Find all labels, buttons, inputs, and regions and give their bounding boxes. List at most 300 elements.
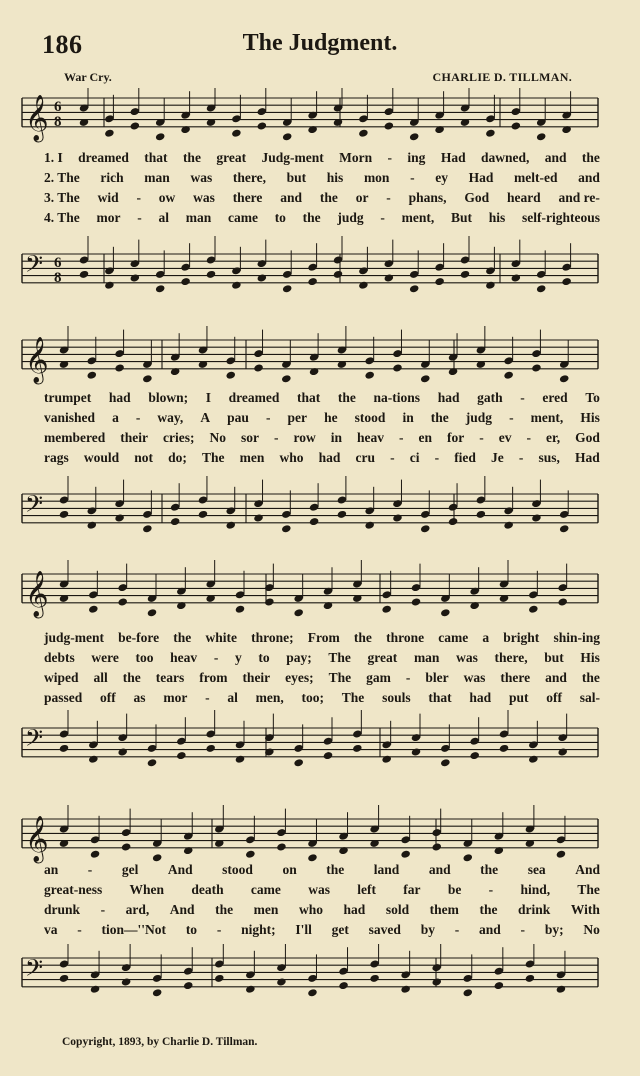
bass-staff-3 <box>0 702 640 792</box>
lyric-syllable: there <box>500 670 531 685</box>
lyric-syllable: ered <box>542 390 568 405</box>
note-head <box>369 974 380 983</box>
lyric-syllable: al <box>227 690 238 705</box>
lyric-syllable: the <box>353 630 372 645</box>
lyric-syllable: - <box>509 410 514 425</box>
lyric-syllable: shin-ing <box>553 630 600 645</box>
lyric-line <box>44 922 600 940</box>
lyric-syllable: was <box>308 882 330 897</box>
note-head <box>205 744 216 753</box>
lyric-syllable: The <box>328 670 352 685</box>
note-head <box>556 850 567 859</box>
lyric-syllable: - <box>520 390 525 405</box>
lyric-syllable: And <box>169 902 195 917</box>
lyric-syllable: The <box>202 450 225 465</box>
note-head <box>225 371 236 380</box>
lyric-syllable: dreamed <box>78 150 129 165</box>
lyric-syllable: His <box>580 410 600 425</box>
lyric-syllable: had <box>469 690 492 705</box>
lyric-syllable: in <box>330 430 342 445</box>
lyric-syllable: sus, <box>538 450 560 465</box>
lyric-syllable: Je <box>491 450 504 465</box>
lyric-syllable: mor <box>96 210 121 225</box>
lyric-syllable: the <box>182 150 201 165</box>
note-head <box>431 977 442 986</box>
lyric-syllable: trumpet <box>44 390 92 405</box>
lyric-syllable: heard <box>506 190 541 205</box>
lyric-syllable: - <box>136 190 141 205</box>
lyric-syllable: sor <box>240 430 259 445</box>
lyric-syllable: vanished <box>44 410 96 425</box>
lyric-syllable: fied <box>454 450 476 465</box>
tune-name: War Cry. <box>64 70 112 84</box>
lyric-syllable: - <box>520 922 526 937</box>
lyric-syllable: The <box>577 882 600 897</box>
lyric-syllable: night; <box>241 922 276 937</box>
bass-clef-icon: 𝄢 <box>25 490 44 523</box>
note-head <box>528 605 539 614</box>
lyric-syllable: white <box>205 630 237 645</box>
note-head <box>276 842 287 851</box>
note-head <box>333 270 344 279</box>
lyric-syllable: there, <box>232 170 266 185</box>
note-head <box>485 129 496 138</box>
lyric-syllable: - <box>77 922 82 937</box>
note-head <box>307 988 318 997</box>
note-head <box>337 510 348 519</box>
lyric-syllable: 1. I <box>44 150 63 165</box>
note-head <box>400 850 411 859</box>
note-head <box>253 363 264 372</box>
lyric-syllable: - <box>273 430 279 445</box>
note-head <box>79 270 90 279</box>
note-head <box>59 744 70 753</box>
lyric-syllable: y <box>234 650 242 665</box>
lyric-syllable: do; <box>168 450 187 465</box>
hymn-number: 186 <box>42 30 83 59</box>
note-head <box>503 371 514 380</box>
note-head <box>87 371 98 380</box>
lyric-syllable: mor <box>163 690 188 705</box>
lyric-syllable: and <box>428 862 451 877</box>
lyric-syllable: had <box>437 390 460 405</box>
bass-clef-icon: 𝄢 <box>25 724 44 757</box>
note-head <box>400 985 411 994</box>
note-head <box>381 605 392 614</box>
note-head <box>503 521 514 530</box>
lyric-syllable: the <box>430 410 449 425</box>
lyric-syllable: and re- <box>558 190 600 205</box>
lyric-syllable: the <box>326 862 345 877</box>
lyric-syllable: ci <box>409 450 420 465</box>
lyric-syllable: the <box>479 902 498 917</box>
lyric-syllable: Morn <box>339 150 373 165</box>
bass-clef-icon: 𝄢 <box>25 250 44 283</box>
lyric-line <box>44 410 600 428</box>
lyric-syllable: in <box>402 410 414 425</box>
bass-clef-icon: 𝄢 <box>25 954 44 987</box>
lyric-syllable: rags <box>44 450 69 465</box>
lyric-syllable: but <box>286 170 307 185</box>
note-head <box>561 277 572 286</box>
lyric-syllable: the <box>319 190 338 205</box>
lyric-syllable: - <box>390 450 395 465</box>
lyric-syllable: phans, <box>408 190 447 205</box>
note-head <box>88 755 99 764</box>
lyric-syllable: by; <box>544 922 564 937</box>
note-head <box>142 374 153 383</box>
lyric-syllable: stood <box>222 862 253 877</box>
lyric-line <box>44 902 600 920</box>
lyric-syllable: all <box>93 670 108 685</box>
lyric-syllable: melt-ed <box>514 170 558 185</box>
note-head <box>384 273 395 282</box>
note-head <box>155 284 166 293</box>
lyric-syllable: per <box>287 410 308 425</box>
lyric-line <box>44 670 600 688</box>
lyric-syllable: as <box>133 690 146 705</box>
lyric-syllable: men <box>253 902 279 917</box>
lyric-syllable: - <box>380 210 385 225</box>
note-head <box>307 277 318 286</box>
note-head <box>409 132 420 141</box>
lyric-syllable: ard, <box>125 902 150 917</box>
lyric-syllable: and <box>545 670 567 685</box>
lyric-line <box>44 390 600 408</box>
lyric-syllable: When <box>129 882 165 897</box>
lyric-syllable: from <box>199 670 228 685</box>
lyric-syllable: too <box>135 650 154 665</box>
lyric-syllable: man <box>144 170 170 185</box>
lyric-syllable: get <box>331 922 349 937</box>
copyright-notice: Copyright, 1893, by Charlie D. Tillman. <box>62 1036 258 1048</box>
note-head <box>90 850 101 859</box>
lyric-syllable: judg-ment <box>44 630 104 645</box>
lyric-syllable: gam <box>366 670 391 685</box>
lyric-syllable: tion—''Not <box>101 922 167 937</box>
note-head <box>245 985 256 994</box>
lyric-syllable: The <box>341 690 365 705</box>
note-head <box>476 510 487 519</box>
lyric-syllable: membered <box>44 430 106 445</box>
bass-staff-1 <box>0 226 640 316</box>
note-head <box>130 121 141 130</box>
lyric-syllable: - <box>265 410 271 425</box>
lyric-syllable: his <box>326 170 344 185</box>
lyric-syllable: al <box>158 210 169 225</box>
lyric-syllable: va <box>44 922 58 937</box>
note-head <box>392 513 403 522</box>
lyric-syllable: there, <box>494 650 528 665</box>
note-head <box>392 363 403 372</box>
lyric-syllable: ey <box>435 170 448 185</box>
lyric-syllable: throne <box>386 630 425 645</box>
note-head <box>431 842 442 851</box>
lyric-syllable: bright <box>503 630 540 645</box>
note-head <box>257 273 268 282</box>
note-head <box>358 281 369 290</box>
lyric-syllable: dreamed <box>228 390 280 405</box>
note-head <box>411 747 422 756</box>
lyric-syllable: No <box>583 922 600 937</box>
time-signature: 6 <box>54 99 62 115</box>
lyric-syllable: that <box>297 390 321 405</box>
lyric-syllable: and <box>544 150 567 165</box>
lyric-syllable: I <box>205 390 211 405</box>
lyric-syllable: the <box>173 630 192 645</box>
note-head <box>531 363 542 372</box>
lyric-syllable: wiped <box>44 670 79 685</box>
lyric-syllable: - <box>386 190 391 205</box>
hymn-title: The Judgment. <box>242 30 398 56</box>
lyric-syllable: men <box>239 450 265 465</box>
note-head <box>121 842 132 851</box>
note-head <box>364 371 375 380</box>
lyric-syllable: - <box>137 210 142 225</box>
lyric-syllable: the <box>215 902 234 917</box>
lyric-syllable: off <box>100 690 116 705</box>
time-signature: 8 <box>54 113 62 130</box>
note-head <box>147 758 158 767</box>
lyric-line <box>44 862 600 880</box>
lyric-syllable: great <box>367 650 398 665</box>
note-head <box>460 270 471 279</box>
lyric-syllable: - <box>100 902 106 917</box>
lyric-syllable: - <box>410 170 415 185</box>
lyric-line <box>44 190 600 208</box>
lyric-syllable: were <box>91 650 119 665</box>
note-head <box>358 129 369 138</box>
note-head <box>420 374 431 383</box>
lyric-syllable: - <box>434 450 440 465</box>
lyric-syllable: - <box>398 430 404 445</box>
lyric-syllable: God <box>575 430 600 445</box>
lyric-line <box>44 630 600 648</box>
lyric-syllable: en <box>418 430 432 445</box>
lyric-syllable: the <box>337 390 356 405</box>
note-head <box>528 755 539 764</box>
lyric-syllable: the <box>122 670 141 685</box>
lyric-syllable: debts <box>44 650 75 665</box>
note-head <box>198 510 209 519</box>
note-head <box>87 521 98 530</box>
lyric-syllable: saved <box>368 922 401 937</box>
lyric-syllable: man <box>185 210 212 225</box>
lyric-syllable: came <box>227 210 258 225</box>
lyric-syllable: his <box>488 210 506 225</box>
lyric-syllable: With <box>570 902 600 917</box>
note-head <box>463 988 474 997</box>
lyric-syllable: had <box>343 902 366 917</box>
note-head <box>531 513 542 522</box>
lyric-syllable: ev <box>498 430 512 445</box>
lyric-syllable: - <box>479 430 484 445</box>
lyric-syllable: Had <box>440 150 466 165</box>
lyric-syllable: cru <box>355 450 375 465</box>
lyric-syllable: there <box>232 190 263 205</box>
time-signature: 6 <box>54 255 62 271</box>
lyric-syllable: No <box>209 430 226 445</box>
hymn-header <box>0 0 640 100</box>
note-head <box>556 985 567 994</box>
lyric-syllable: - <box>213 650 219 665</box>
lyric-syllable: Had <box>575 450 600 465</box>
note-head <box>183 981 194 990</box>
note-head <box>117 597 128 606</box>
lyric-syllable: - <box>518 450 524 465</box>
note-head <box>147 608 158 617</box>
lyric-syllable: the <box>480 862 499 877</box>
note-head <box>381 755 392 764</box>
lyric-syllable: self-righteous <box>522 210 600 225</box>
lyric-syllable: left <box>357 882 376 897</box>
note-head <box>235 605 246 614</box>
note-head <box>536 132 547 141</box>
lyric-syllable: the <box>302 210 321 225</box>
treble-clef-icon: 𝄞 <box>25 570 49 617</box>
note-head <box>557 747 568 756</box>
lyric-syllable: drink <box>518 902 551 917</box>
note-head <box>281 374 292 383</box>
lyric-syllable: eyes; <box>285 670 314 685</box>
note-head <box>225 521 236 530</box>
note-head <box>499 744 510 753</box>
lyric-syllable: who <box>298 902 323 917</box>
lyric-syllable: them <box>429 902 459 917</box>
note-head <box>130 273 141 282</box>
lyric-line <box>44 882 600 900</box>
lyric-syllable: sold <box>385 902 410 917</box>
lyric-syllable: judg <box>465 410 493 425</box>
lyric-syllable: be-fore <box>118 630 160 645</box>
note-head <box>440 608 451 617</box>
lyric-syllable: Judg-ment <box>261 150 324 165</box>
lyric-syllable: an <box>44 862 59 877</box>
lyric-syllable: His <box>580 650 600 665</box>
lyric-syllable: blown; <box>148 390 189 405</box>
note-head <box>525 974 536 983</box>
lyric-syllable: mon <box>363 170 390 185</box>
lyric-syllable: came <box>250 882 281 897</box>
note-head <box>282 284 293 293</box>
lyric-syllable: stood <box>354 410 386 425</box>
note-head <box>155 132 166 141</box>
lyric-syllable: sal- <box>579 690 600 705</box>
lyric-syllable: throne; <box>251 630 294 645</box>
lyric-syllable: that <box>428 690 452 705</box>
lyric-syllable: row <box>293 430 316 445</box>
lyric-syllable: came <box>438 630 469 645</box>
lyric-syllable: ing <box>407 150 426 165</box>
lyric-syllable: was <box>193 190 215 205</box>
composer-credit: CHARLIE D. TILLMAN. <box>432 70 572 84</box>
treble-clef-icon: 𝄞 <box>25 94 49 141</box>
lyric-syllable: or <box>355 190 369 205</box>
lyric-syllable: And <box>575 862 600 877</box>
lyric-syllable: was <box>190 170 213 185</box>
lyric-syllable: would <box>83 450 120 465</box>
note-head <box>90 985 101 994</box>
lyric-syllable: too; <box>301 690 325 705</box>
lyric-syllable: far <box>403 882 421 897</box>
lyric-syllable: their <box>120 430 148 445</box>
note-head <box>440 758 451 767</box>
note-head <box>559 524 570 533</box>
note-head <box>245 850 256 859</box>
note-head <box>338 981 349 990</box>
note-head <box>231 281 242 290</box>
lyric-syllable: put <box>508 690 529 705</box>
lyric-syllable: God <box>464 190 490 205</box>
lyric-syllable: rich <box>100 170 124 185</box>
note-head <box>557 597 568 606</box>
note-head <box>152 988 163 997</box>
lyric-syllable: he <box>324 410 338 425</box>
lyric-line <box>44 210 600 228</box>
lyric-syllable: dawned, <box>480 150 530 165</box>
note-head <box>511 121 522 130</box>
lyric-syllable: tears <box>155 670 185 685</box>
lyric-syllable: a <box>482 630 490 645</box>
lyric-syllable: ment, <box>530 410 564 425</box>
note-head <box>59 974 70 983</box>
lyric-syllable: A <box>200 410 211 425</box>
lyric-syllable: ment, <box>401 210 435 225</box>
note-head <box>448 517 459 526</box>
lyric-syllable: - <box>216 922 222 937</box>
lyric-syllable: and <box>578 170 600 185</box>
treble-clef-icon: 𝄞 <box>25 336 49 383</box>
lyric-syllable: But <box>451 210 473 225</box>
lyric-line <box>44 650 600 668</box>
note-head <box>253 513 264 522</box>
lyric-line <box>44 690 600 708</box>
note-head <box>411 597 422 606</box>
note-head <box>117 747 128 756</box>
bass-staff-2 <box>0 466 640 556</box>
lyric-syllable: - <box>454 922 460 937</box>
lyric-syllable: not <box>134 450 154 465</box>
lyric-syllable: to <box>274 210 286 225</box>
time-signature: 8 <box>54 269 62 286</box>
lyric-syllable: Had <box>468 170 494 185</box>
lyric-syllable: to <box>258 650 270 665</box>
lyric-syllable: gath <box>477 390 503 405</box>
note-head <box>434 277 445 286</box>
note-head <box>409 284 420 293</box>
lyric-syllable: great-ness <box>44 882 103 897</box>
treble-staff-3 <box>0 560 640 640</box>
note-head <box>420 524 431 533</box>
note-head <box>511 273 522 282</box>
lyric-line <box>44 150 600 168</box>
lyric-syllable: bler <box>425 670 449 685</box>
note-head <box>282 132 293 141</box>
lyric-line <box>44 170 600 188</box>
note-head <box>176 751 187 760</box>
lyric-syllable: land <box>373 862 400 877</box>
note-head <box>485 281 496 290</box>
lyric-syllable: was <box>456 650 478 665</box>
lyric-syllable: - <box>135 410 141 425</box>
lyric-syllable: man <box>413 650 440 665</box>
lyric-syllable: the <box>581 670 600 685</box>
lyric-syllable: - <box>405 670 411 685</box>
lyric-syllable: be <box>447 882 462 897</box>
note-head <box>323 751 334 760</box>
lyric-syllable: on <box>282 862 297 877</box>
lyric-syllable: - <box>87 862 93 877</box>
